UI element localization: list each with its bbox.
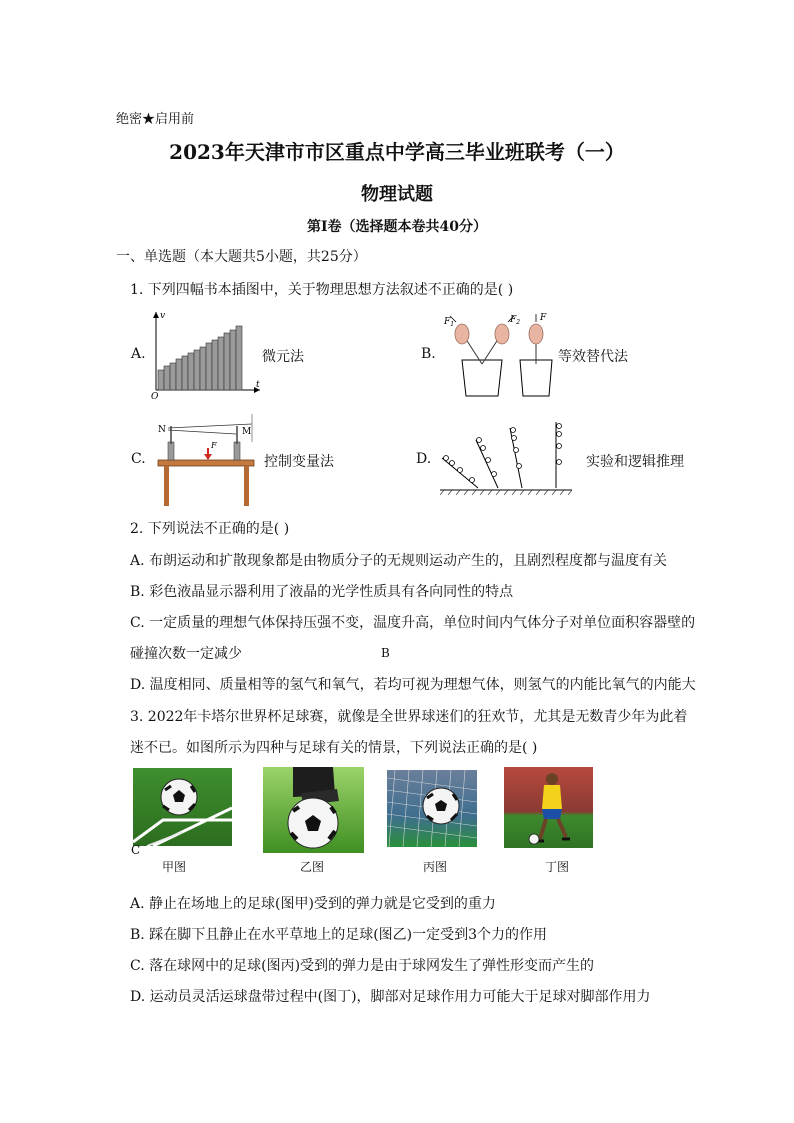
q3-photo-bing bbox=[387, 770, 477, 847]
q2-option-c-line2: 碰撞次数一定减少 bbox=[130, 646, 242, 662]
q1-figure-d bbox=[436, 418, 576, 496]
q1-figure-c bbox=[148, 412, 264, 508]
q3-stem-line2: 迷不已。如图所示为四种与足球有关的情景，下列说法正确的是( ) bbox=[130, 740, 538, 756]
fig-a-origin-label: O bbox=[151, 392, 159, 400]
q3-option-c: C. 落在球网中的足球(图丙)受到的弹力是由于球网发生了弹性形变而产生的 bbox=[130, 958, 595, 974]
fig-c-f-label: F bbox=[211, 441, 217, 450]
fig-c-m-label: M bbox=[242, 427, 252, 437]
q1-figure-a bbox=[148, 308, 264, 400]
q3-option-b: B. 踩在脚下且静止在水平草地上的足球(图乙)一定受到3个力的作用 bbox=[130, 927, 548, 943]
fig-b-f1-label: $F_1$ bbox=[444, 317, 455, 328]
subject-title: 物理试题 bbox=[361, 184, 433, 205]
secret-label: 绝密★启用前 bbox=[116, 112, 195, 127]
fig-a-y-axis-label: v bbox=[160, 311, 166, 321]
q1-option-a-text: 微元法 bbox=[262, 349, 304, 365]
caption-yi: 乙图 bbox=[300, 860, 325, 874]
q3-photo-jia bbox=[133, 768, 232, 846]
fig-b-f2-label: $F_2$ bbox=[510, 315, 521, 326]
q3-photo-ding bbox=[504, 767, 593, 848]
part-title: 第Ⅰ卷（选择题本卷共40分） bbox=[306, 219, 488, 235]
fig-a-x-axis-label: t bbox=[256, 380, 260, 390]
caption-ding: 丁图 bbox=[545, 860, 570, 874]
q1-option-c-letter: C. bbox=[131, 451, 146, 467]
q3-photo-yi bbox=[263, 767, 364, 853]
q2-option-d: D. 温度相同、质量相等的氢气和氧气，若均可视为理想气体，则氢气的内能比氧气的内能大 bbox=[130, 677, 696, 693]
q3-answer: C bbox=[131, 843, 141, 857]
q2-option-a: A. 布朗运动和扩散现象都是由物质分子的无规则运动产生的，且剧烈程度都与温度有关 bbox=[130, 553, 668, 569]
q2-stem: 2. 下列说法不正确的是( ) bbox=[130, 521, 290, 537]
q1-option-d-letter: D. bbox=[416, 451, 432, 467]
fig-b-f-label: F bbox=[540, 313, 547, 323]
q1-option-c-text: 控制变量法 bbox=[264, 454, 334, 470]
q2-answer: B bbox=[381, 646, 390, 660]
q1-option-d-text: 实验和逻辑推理 bbox=[586, 454, 684, 470]
q3-option-a: A. 静止在场地上的足球(图甲)受到的弹力就是它受到的重力 bbox=[130, 896, 496, 912]
fig-c-n-label: N bbox=[158, 425, 166, 435]
section-title: 一、单选题（本大题共5小题，共25分） bbox=[116, 249, 367, 265]
q3-stem-line1: 3. 2022年卡塔尔世界杯足球赛，就像是全世界球迷们的狂欢节，尤其是无数青少年为此着 bbox=[130, 709, 688, 725]
q2-option-c-line1: C. 一定质量的理想气体保持压强不变，温度升高，单位时间内气体分子对单位面积容器壁的 bbox=[130, 615, 696, 631]
q1-option-b-text: 等效替代法 bbox=[558, 349, 628, 365]
q1-figure-b bbox=[440, 308, 556, 400]
caption-bing: 丙图 bbox=[423, 860, 448, 874]
q3-option-d: D. 运动员灵活运球盘带过程中(图丁)，脚部对足球作用力可能大于足球对脚部作用力 bbox=[130, 989, 651, 1005]
q1-option-a-letter: A. bbox=[131, 346, 146, 362]
q1-option-b-letter: B. bbox=[421, 346, 436, 362]
caption-jia: 甲图 bbox=[162, 860, 187, 874]
q1-stem: 1. 下列四幅书本插图中，关于物理思想方法叙述不正确的是( ) bbox=[130, 282, 514, 298]
q2-option-b: B. 彩色液晶显示器利用了液晶的光学性质具有各向同性的特点 bbox=[130, 584, 514, 600]
exam-title: 2023年天津市市区重点中学高三毕业班联考（一） bbox=[169, 140, 625, 164]
